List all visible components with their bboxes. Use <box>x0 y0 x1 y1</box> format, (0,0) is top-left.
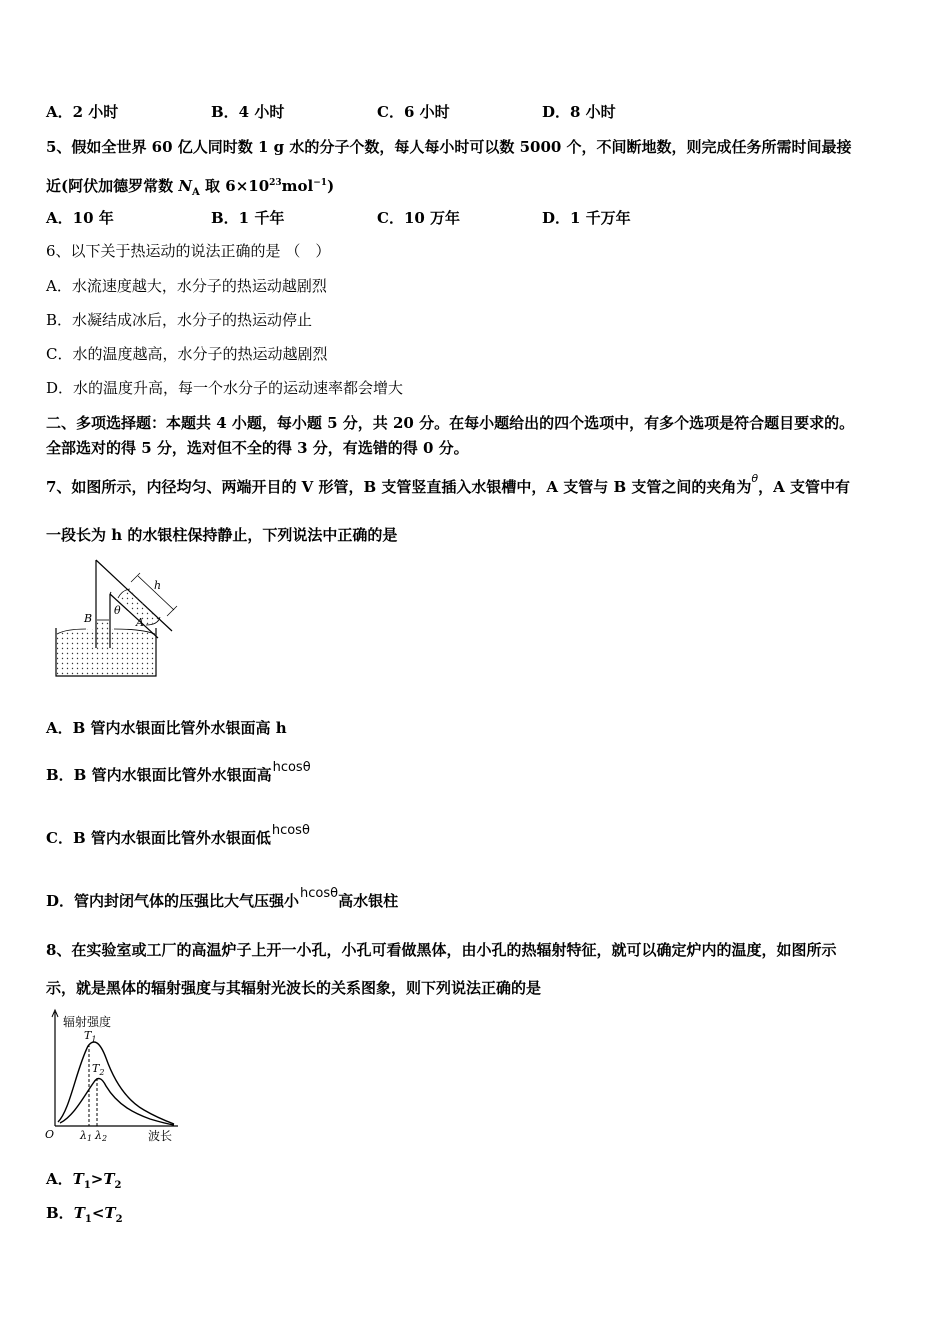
q7-stem-line2: 一段长为 h 的水银柱保持静止，下列说法中正确的是 <box>46 526 398 544</box>
chart-xlabel: 波长 <box>148 1129 173 1143</box>
fig-label-b: B <box>84 612 93 625</box>
q5-option-d: D．1 千万年 <box>542 209 631 227</box>
radiation-figure <box>44 1006 184 1148</box>
q4-option-b: B．4 小时 <box>211 103 285 121</box>
q6-stem: 6、以下关于热运动的说法正确的是 （ ） <box>46 242 331 260</box>
q5-stem-line1: 5、假如全世界 60 亿人同时数 1 g 水的分子个数，每人每小时可以数 5000 个，不间断地数，则完成任务所需时间最接 <box>46 138 852 156</box>
q5-option-a: A．10 年 <box>46 209 114 227</box>
curve-t1 <box>58 1042 174 1124</box>
q4-option-d: D．8 小时 <box>542 103 616 121</box>
q4-option-c: C．6 小时 <box>377 103 450 121</box>
q6-option-d: D．水的温度升高，每一个水分子的运动速率都会增大 <box>46 379 404 397</box>
section2-line2: 全部选对的得 5 分，选对但不全的得 3 分，有选错的得 0 分。 <box>46 439 469 457</box>
q7-option-a: A．B 管内水银面比管外水银面高 h <box>46 719 287 737</box>
chart-origin: O <box>45 1128 55 1141</box>
q5-option-b: B．1 千年 <box>211 209 285 227</box>
q6-option-b: B．水凝结成冰后，水分子的热运动停止 <box>46 311 313 329</box>
v-tube-figure <box>50 556 185 684</box>
fig-label-h: h <box>154 579 162 592</box>
chart-ylabel: 辐射强度 <box>63 1015 112 1029</box>
section2-line1: 二、多项选择题：本题共 4 小题，每小题 5 分，共 20 分。在每小题给出的四个选项中，有多个选项是符合题目要求的。 <box>46 414 855 432</box>
q8-option-a: A．$T_1>T_2$ <box>46 1170 122 1191</box>
q6-option-a: A．水流速度越大，水分子的热运动越剧烈 <box>46 277 327 295</box>
q8-option-b: B．$T_1<T_2$ <box>46 1204 123 1225</box>
chart-label-t2: $T_2$ <box>92 1062 105 1077</box>
chart-label-lambda1: λ1 <box>80 1129 93 1143</box>
q6-option-c: C．水的温度越高，水分子的热运动越剧烈 <box>46 345 328 363</box>
q7-option-d: D．管内封闭气体的压强比大气压强小hcosθ高水银柱 <box>46 886 399 910</box>
fig-label-theta: θ <box>114 604 121 617</box>
q4-option-a: A．2 小时 <box>46 103 119 121</box>
q5-stem-line2: 近(阿伏加德罗常数 $N_A$ 取 $6\times 10^{23}mol^{-1}$) <box>46 177 335 198</box>
curve-t2 <box>60 1079 174 1125</box>
q7-stem-line1: 7、如图所示，内径均匀、两端开目的 V 形管，B 支管竖直插入水银槽中，A 支管与 B 支管之间的夹角为$^\theta$，A 支管中有 <box>46 472 851 496</box>
chart-label-lambda2: λ2 <box>95 1129 108 1143</box>
chart-label-t1: $T_1$ <box>84 1029 97 1044</box>
q7-option-c: C．B 管内水银面比管外水银面低hcosθ <box>46 823 310 847</box>
q8-stem-line1: 8、在实验室或工厂的高温炉子上开一小孔，小孔可看做黑体，由小孔的热辐射特征，就可以确定炉内的温度，如图所示 <box>46 941 837 959</box>
q8-stem-line2: 示，就是黑体的辐射强度与其辐射光波长的关系图象，则下列说法正确的是 <box>46 979 542 997</box>
q5-option-c: C．10 万年 <box>377 209 461 227</box>
q7-option-b: B．B 管内水银面比管外水银面高hcosθ <box>46 760 311 784</box>
fig-label-a: A <box>136 616 144 629</box>
